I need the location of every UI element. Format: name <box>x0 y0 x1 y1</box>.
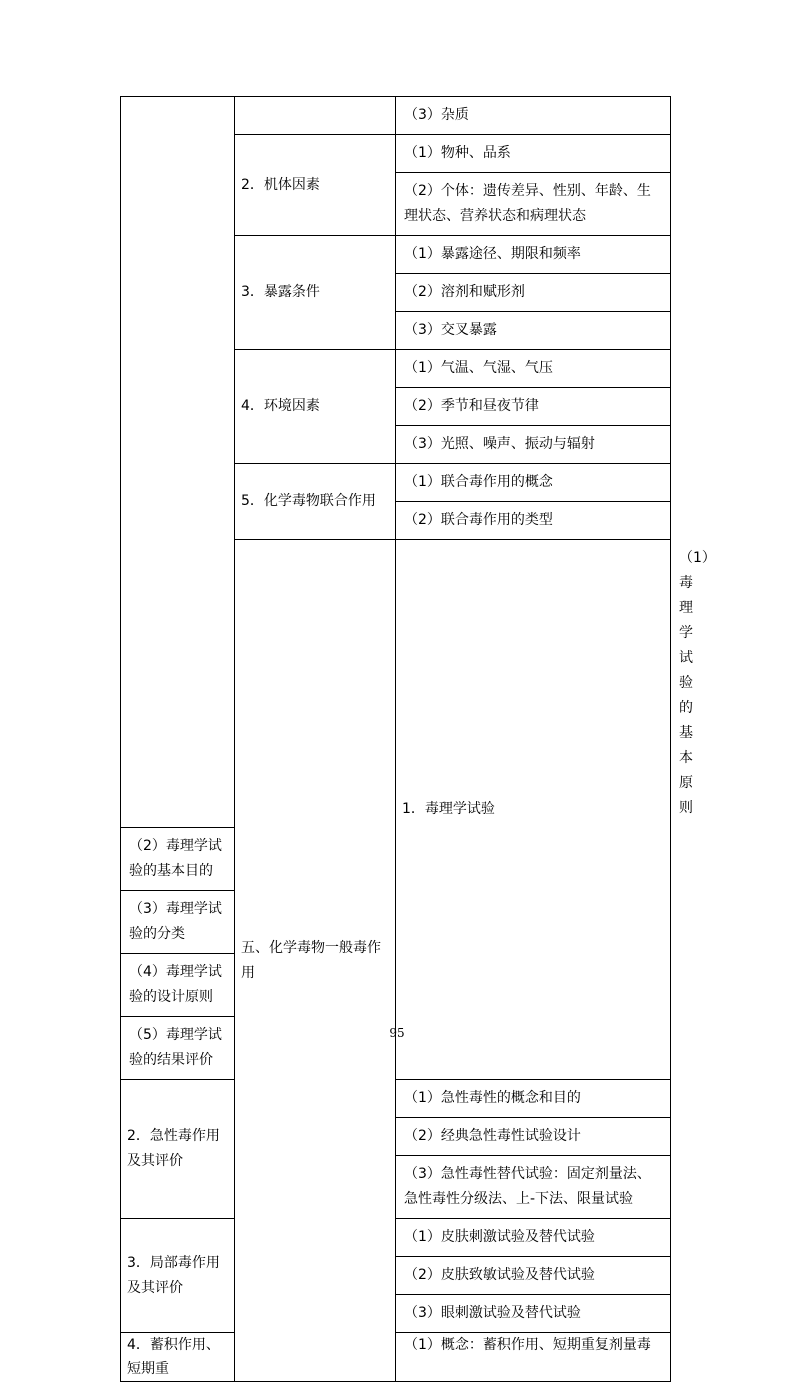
item-cell: 2．机体因素 <box>235 135 396 236</box>
point-cell: （4）毒理学试验的设计原则 <box>121 954 235 1017</box>
syllabus-table <box>120 96 716 1382</box>
table-row: 五、化学毒物一般毒作用 1．毒理学试验 （1）毒理学试验的基本原则 <box>121 540 671 828</box>
item-cell: 4．环境因素 <box>235 350 396 464</box>
item-cell: 5．化学毒物联合作用 <box>235 464 396 540</box>
point-cell: （3）交叉暴露 <box>396 312 671 350</box>
point-cell: （3）光照、噪声、振动与辐射 <box>396 426 671 464</box>
unit-cell-continued <box>121 97 235 828</box>
table-row <box>121 1333 671 1382</box>
item-cell-blank <box>235 97 396 135</box>
point-cell: （2）经典急性毒性试验设计 <box>396 1118 671 1156</box>
table-row <box>121 1219 671 1257</box>
point-cell: （1）气温、气湿、气压 <box>396 350 671 388</box>
point-cell: （2）个体：遗传差异、性别、年龄、生理状态、营养状态和病理状态 <box>396 173 671 236</box>
point-cell: （3）杂质 <box>396 97 671 135</box>
table-row <box>121 1080 671 1118</box>
point-cell: （3）毒理学试验的分类 <box>121 891 235 954</box>
point-cell: （2）溶剂和赋形剂 <box>396 274 671 312</box>
point-cell: （1）物种、品系 <box>396 135 671 173</box>
unit-cell: 五、化学毒物一般毒作用 <box>235 540 396 1382</box>
point-cell: （1）联合毒作用的概念 <box>396 464 671 502</box>
point-cell: （2）季节和昼夜节律 <box>396 388 671 426</box>
item-cell: 3．暴露条件 <box>235 236 396 350</box>
point-cell: （1）暴露途径、期限和频率 <box>396 236 671 274</box>
point-cell: （1）急性毒性的概念和目的 <box>396 1080 671 1118</box>
point-cell: （3）眼刺激试验及替代试验 <box>396 1295 671 1333</box>
item-cell: 3．局部毒作用及其评价 <box>121 1219 235 1333</box>
page-number: 95 <box>389 1026 405 1040</box>
item-cell: 4．蓄积作用、短期重 <box>121 1333 235 1382</box>
point-cell: （1）皮肤刺激试验及替代试验 <box>396 1219 671 1257</box>
item-cell: 2．急性毒作用及其评价 <box>121 1080 235 1219</box>
point-cell: （5）毒理学试验的结果评价 <box>121 1017 235 1080</box>
point-cell: （1）概念：蓄积作用、短期重复剂量毒 <box>396 1333 671 1382</box>
point-cell: （2）联合毒作用的类型 <box>396 502 671 540</box>
point-cell: （2）皮肤致敏试验及替代试验 <box>396 1257 671 1295</box>
item-cell: 1．毒理学试验 <box>396 540 671 1080</box>
point-cell: （3）急性毒性替代试验：固定剂量法、急性毒性分级法、上-下法、限量试验 <box>396 1156 671 1219</box>
point-cell: （2）毒理学试验的基本目的 <box>121 828 235 891</box>
table-row <box>121 97 671 135</box>
